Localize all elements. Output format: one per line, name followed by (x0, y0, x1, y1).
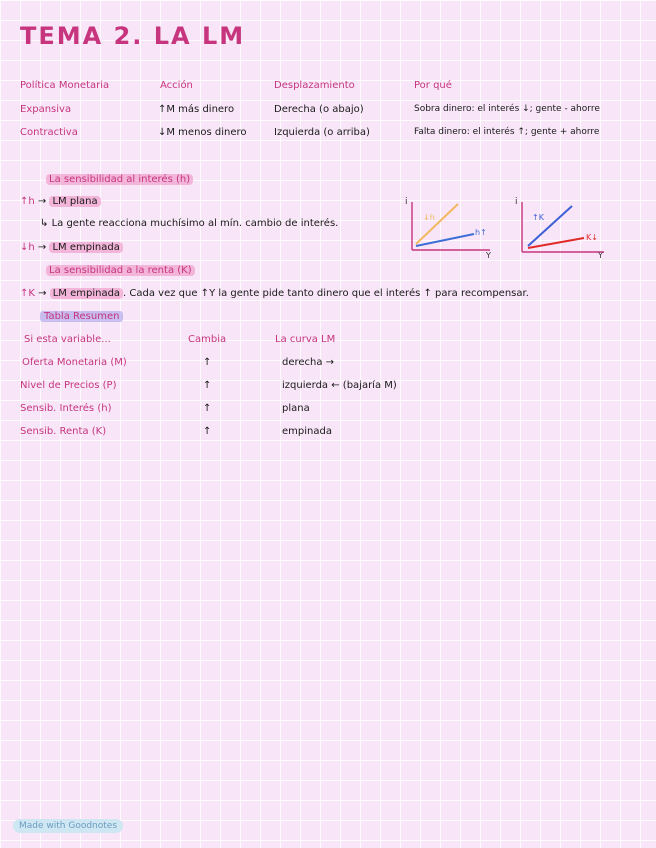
table1-row2-porque: Falta dinero: el interés ↑; gente + ahorre (414, 127, 600, 137)
arrow-return-icon: ↳ (40, 218, 52, 229)
table2-row1-curva: derecha → (282, 357, 335, 368)
table1-row2-accion: ↓M menos dinero (158, 127, 247, 138)
table1-header-desplazamiento: Desplazamiento (274, 80, 355, 91)
chart2-x-label: Y (598, 251, 603, 260)
table2-row3-curva: plana (282, 403, 310, 414)
table1-header-politica: Política Monetaria (20, 80, 110, 91)
table2-row2-cambia: ↑ (203, 380, 212, 391)
k-lm-empinada-label: LM empinada (50, 288, 123, 299)
chart1-x-label: Y (486, 251, 491, 260)
arrow-right-icon: → (38, 288, 47, 299)
table2-row3-cambia: ↑ (203, 403, 212, 414)
arrow-right-icon: → (37, 242, 47, 253)
table1-header-accion: Acción (160, 80, 193, 91)
chart2-label-b: K↓ (586, 233, 598, 242)
chart2-label-a: ↑K (532, 213, 544, 222)
table2-row3-variable: Sensib. Interés (h) (20, 403, 112, 414)
arrow-right-icon: → (37, 196, 47, 207)
page-title: TEMA 2. LA LM (20, 22, 246, 50)
k-explanation: . Cada vez que ↑Y la gente pide tanto dinero que el interés ↑ para recompensar. (123, 288, 529, 299)
lm-plana-label: LM plana (49, 196, 100, 207)
table1-row1-accion: ↑M más dinero (158, 104, 235, 115)
chart2-line-steep (528, 206, 572, 246)
table1-row2-politica: Contractiva (20, 127, 78, 138)
section-h-note: ↳ La gente reacciona muchísimo al mín. cambio de interés. (40, 218, 339, 229)
table2-row2-curva: izquierda ← (bajaría M) (282, 380, 397, 391)
table1-row1-desplazamiento: Derecha (o abajo) (274, 104, 364, 115)
table2-row1-cambia: ↑ (203, 357, 212, 368)
table1-header-porque: Por qué (414, 80, 452, 91)
table2-title: Tabla Resumen (40, 311, 123, 322)
table2-row1-variable: Oferta Monetaria (M) (22, 357, 127, 368)
k-up-prefix: ↑K (20, 288, 35, 299)
chart2-y-label: i (515, 197, 518, 207)
section-k-line (20, 288, 529, 299)
chart1-label-a: ↓h (423, 213, 435, 222)
lm-sensitivity-k-chart (514, 194, 610, 264)
table2-header-cambia: Cambia (188, 334, 227, 345)
table2-row4-curva: empinada (282, 426, 332, 437)
h-up-prefix: ↑h (20, 196, 35, 207)
lm-sensitivity-h-chart (404, 194, 494, 264)
table1-row1-porque: Sobra dinero: el interés ↓; gente - ahorre (414, 104, 600, 114)
section-h-line1 (20, 196, 101, 207)
table1-row1-politica: Expansiva (20, 104, 72, 115)
table2-header-variable: Si esta variable... (24, 334, 111, 345)
lm-empinada-label: LM empinada (49, 242, 122, 253)
table2-row2-variable: Nivel de Precios (P) (20, 380, 117, 391)
chart1-y-label: i (405, 197, 408, 207)
section-h-heading: La sensibilidad al interés (h) (46, 174, 193, 185)
section-k-heading: La sensibilidad a la renta (K) (46, 265, 195, 276)
chart1-label-b: h↑ (475, 228, 487, 237)
h-down-prefix: ↓h (20, 242, 35, 253)
table2-row4-cambia: ↑ (203, 426, 212, 437)
table2-header-curva: La curva LM (275, 334, 336, 345)
table2-row4-variable: Sensib. Renta (K) (20, 426, 107, 437)
goodnotes-badge: Made with Goodnotes (13, 819, 123, 833)
section-h-line2 (20, 242, 123, 253)
table1-row2-desplazamiento: Izquierda (o arriba) (274, 127, 370, 138)
